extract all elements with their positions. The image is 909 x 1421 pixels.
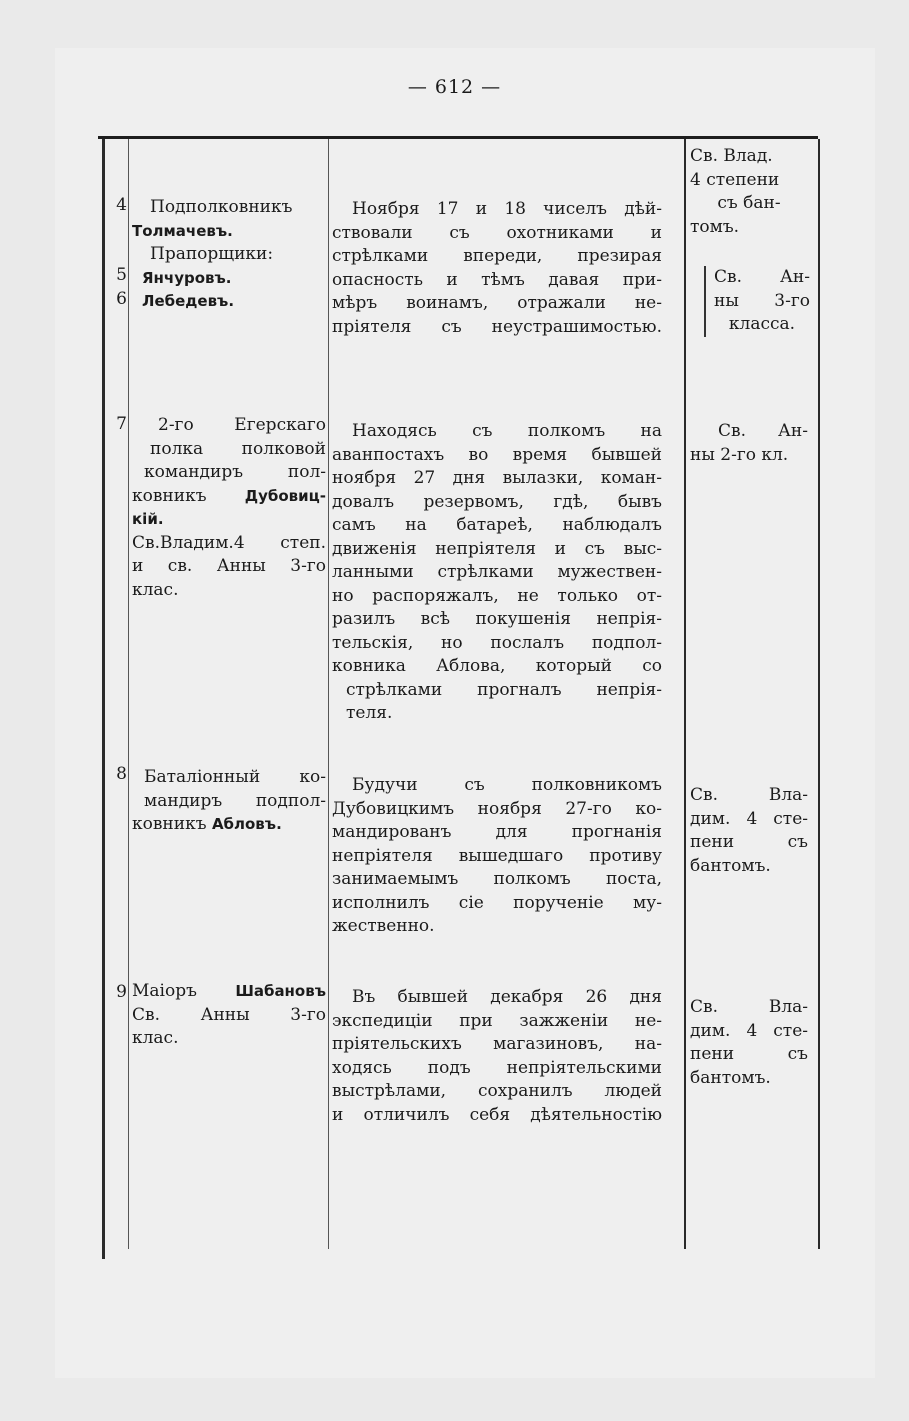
desc-line: аванпостахъ во время бывшей [332,444,662,465]
desc-line: движенія непріятеля и съ выс- [332,538,662,559]
award-line: томъ. [690,216,740,237]
name-line: Св. Анны 3-го [132,1004,326,1025]
name-line: Баталіонный ко- [144,767,326,787]
table-right-border [818,139,820,1249]
desc-line: ковника Аблова, который со [332,656,662,676]
name-line: Прапорщики: [150,244,274,264]
award [704,266,810,337]
name-line: кій. [132,510,164,528]
number-column-divider [128,139,129,1249]
name-line: Янчуровъ. [142,268,232,287]
name-line: Св.Владим.4 степ. [132,532,326,553]
officer-name [132,196,326,314]
desc-line: Въ бывшей декабря 26 дня [352,987,662,1007]
desc-line: ходясь подъ непріятельскими [332,1057,662,1078]
name-line: ковникъ Абловъ. [132,814,282,834]
officer-name [132,980,326,1051]
award-line: дим. 4 сте- [690,808,808,829]
name-line: мандиръ подпол- [144,790,326,811]
desc-line: стрѣлками впереди, презирая [332,246,662,266]
award-line: ны 2-го кл. [690,444,789,465]
desc-line: мѣръ воинамъ, отражали не- [332,293,662,313]
award [690,996,808,1090]
name-line: ковникъ Дубовиц- [132,485,326,506]
name-line: клас. [132,1028,179,1048]
award-line: 4 степени [690,169,780,190]
name-line: и св. Анны 3-го [132,556,326,576]
desc-line: тельскія, но послалъ подпол- [332,632,662,653]
award [690,784,808,878]
desc-line: мандированъ для прогнанія [332,822,662,842]
desc-line: исполнилъ сіе порученіе му- [332,892,662,913]
award-line: дим. 4 сте- [690,1020,808,1041]
description-column-divider [684,139,686,1249]
desc-line: разилъ всѣ покушенія непрія- [332,609,662,629]
desc-line: довалъ резервомъ, гдѣ, бывъ [332,491,662,512]
award-line: бантомъ. [690,1067,771,1088]
row-number: 8 [116,764,127,784]
row-number: 6 [116,289,127,309]
table-top-rule [98,136,818,139]
name-line: командиръ пол- [144,462,326,482]
name-line: Подполковникъ [150,197,293,217]
desc-line: выстрѣлами, сохранилъ людей [332,1081,662,1101]
description [332,198,662,339]
desc-line: занимаемымъ полкомъ поста, [332,869,662,889]
name-line: полка полковой [150,438,326,459]
award-line: пени съ [690,832,808,852]
description [332,986,662,1127]
award-line: Св. Вла- [690,785,808,805]
desc-line: Ноября 17 и 18 чиселъ дѣй- [352,199,662,219]
name-line: Толмачевъ. [132,221,233,240]
desc-line: стрѣлками прогналъ непрія- [346,679,662,700]
desc-line: опасность и тѣмъ давая при- [332,269,662,290]
award-line: Св. Ан- [718,421,808,441]
desc-line: пріятеля съ неустрашимостью. [332,316,662,337]
desc-line: непріятеля вышедшаго противу [332,845,662,866]
desc-line: и отличилъ себя дѣятельностію [332,1104,662,1125]
page-number: — 612 — [407,76,502,98]
desc-line: самъ на батареѣ, наблюдалъ [332,515,662,535]
desc-line: ствовали съ охотниками и [332,222,662,243]
desc-line: пріятельскихъ магазиновъ, на- [332,1034,662,1054]
award-line: Св. Ан- [714,267,810,287]
desc-line: жественно. [332,916,435,936]
award-line: съ бан- [717,193,781,213]
name-line: Маіоръ Шабановъ [132,981,326,1001]
name-line: клас. [132,579,179,600]
table-left-border [102,139,105,1259]
award-line: ны 3-го [714,290,810,311]
row-number: 7 [116,414,127,434]
officer-name [132,414,326,602]
desc-line: ланными стрѣлками мужествен- [332,562,662,582]
desc-line: ноября 27 дня вылазки, коман- [332,468,662,488]
desc-line: теля. [346,703,393,723]
description [332,420,662,726]
desc-line: но распоряжалъ, не только от- [332,585,662,606]
officer-name [132,766,326,837]
row-number: 5 [116,265,127,285]
award-line: пени съ [690,1044,808,1064]
award-line: класса. [728,314,796,334]
desc-line: Дубовицкимъ ноября 27-го ко- [332,798,662,819]
award [690,420,808,467]
award-line: бантомъ. [690,855,771,876]
name-line: Лебедевъ. [142,292,235,310]
award-line: Св. Влад. [690,146,773,166]
desc-line: Находясь съ полкомъ на [352,421,662,441]
award-line: Св. Вла- [690,997,808,1017]
award [690,145,808,239]
desc-line: экспедиціи при зажженіи не- [332,1010,662,1031]
description [332,774,662,939]
row-number: 9 [116,982,127,1002]
name-line: 2-го Егерскаго [158,415,326,435]
name-column-divider [328,139,329,1249]
row-number: 4 [116,195,127,215]
desc-line: Будучи съ полковникомъ [352,775,662,795]
